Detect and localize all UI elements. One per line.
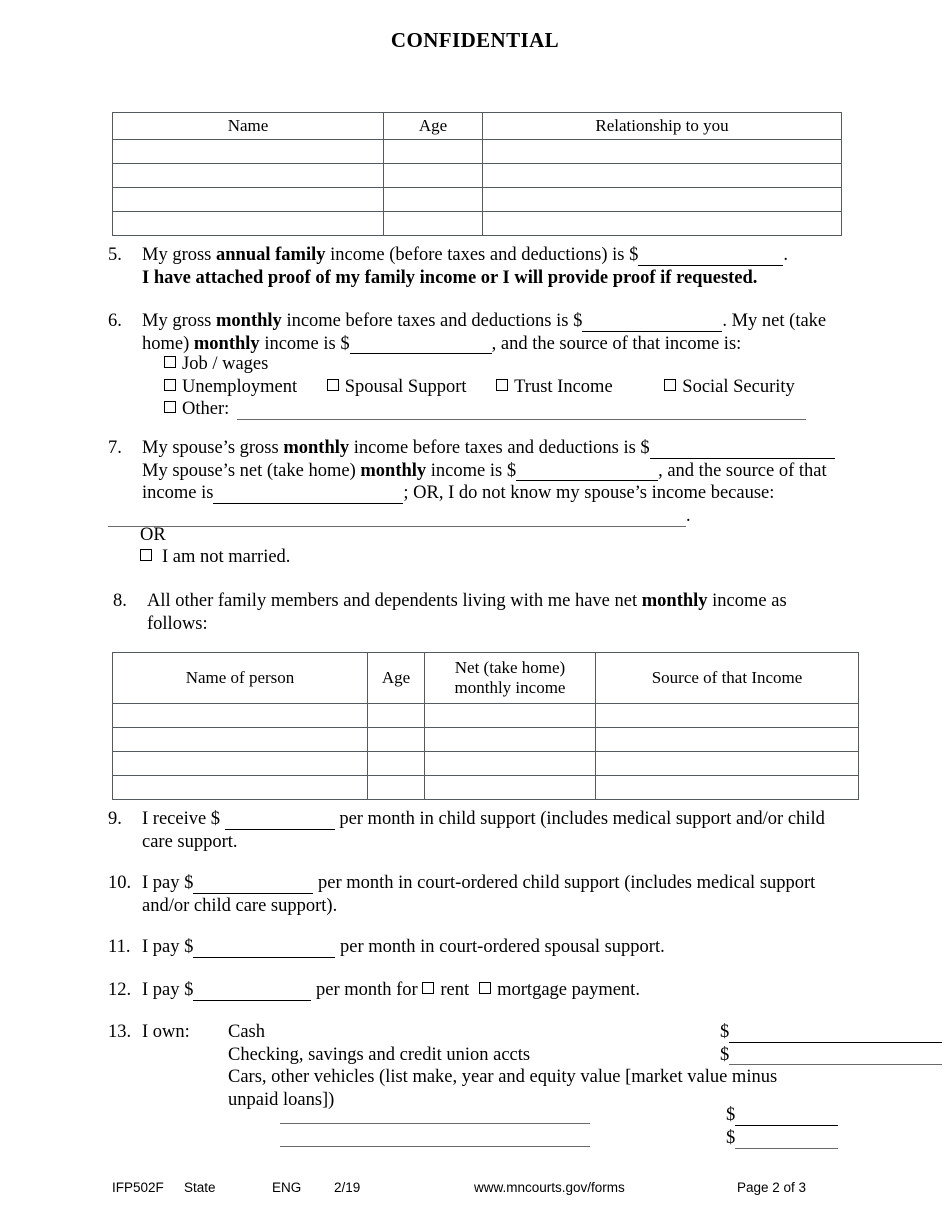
checkbox-unemployment[interactable] bbox=[164, 376, 297, 399]
item11-spousal-support-paid-field[interactable] bbox=[193, 942, 335, 958]
dollar-sign: $ bbox=[726, 1128, 736, 1148]
column-header-age: Age bbox=[384, 113, 483, 140]
checkbox-label: Job / wages bbox=[182, 354, 269, 374]
item-body bbox=[142, 808, 853, 853]
item-number: 12. bbox=[108, 980, 132, 1000]
table-row[interactable] bbox=[113, 164, 842, 188]
asset-row-accounts bbox=[228, 1044, 848, 1067]
cell-net-income[interactable] bbox=[425, 704, 596, 728]
item-number: 9. bbox=[108, 809, 122, 829]
household-members-table bbox=[112, 112, 842, 236]
checkbox-label-rent: rent bbox=[440, 980, 470, 1000]
checkbox-icon[interactable] bbox=[140, 549, 152, 561]
item6-bold-monthly-2: monthly bbox=[193, 333, 260, 354]
form-item-9 bbox=[108, 808, 853, 853]
column-header-source-of-income: Source of that Income bbox=[596, 653, 859, 704]
cell-age[interactable] bbox=[384, 212, 483, 236]
item7-or-label bbox=[140, 524, 880, 547]
table-row[interactable] bbox=[113, 188, 842, 212]
checkbox-label: Unemployment bbox=[182, 376, 298, 397]
asset-label-cash: Cash bbox=[228, 1022, 265, 1042]
checkbox-icon[interactable] bbox=[164, 356, 176, 368]
column-header-age: Age bbox=[368, 653, 425, 704]
item13-vehicle-value-field-2[interactable] bbox=[735, 1133, 838, 1149]
checkbox-label: Trust Income bbox=[514, 376, 613, 397]
cell-name[interactable] bbox=[113, 728, 368, 752]
cell-name[interactable] bbox=[113, 776, 368, 800]
asset-row-vehicles-line1 bbox=[228, 1066, 848, 1089]
item5-text-c: . bbox=[783, 245, 788, 265]
header-net-line-2: monthly income bbox=[454, 678, 566, 697]
cell-age[interactable] bbox=[368, 776, 425, 800]
item9-text-b: per month in child support (includes medical support and/or child bbox=[334, 809, 825, 829]
asset-label-vehicles-2: unpaid loans]) bbox=[228, 1089, 335, 1110]
column-header-relationship: Relationship to you bbox=[483, 113, 842, 140]
cell-age[interactable] bbox=[384, 164, 483, 188]
item13-asset-list bbox=[228, 1021, 848, 1111]
item6-text-c: . My net (take home) bbox=[142, 311, 827, 354]
item13-text-a: I own: bbox=[142, 1022, 190, 1042]
column-header-name-of-person: Name of person bbox=[113, 653, 368, 704]
item7-text-c: My spouse’s net (take home) bbox=[142, 460, 361, 481]
item7-text-d: income is $ bbox=[426, 460, 517, 481]
item12-housing-payment-field[interactable] bbox=[193, 985, 311, 1001]
cell-age[interactable] bbox=[368, 728, 425, 752]
item13-vehicle-value-2 bbox=[726, 1127, 838, 1150]
checkbox-spousal-support[interactable] bbox=[327, 376, 467, 399]
checkbox-not-married[interactable] bbox=[140, 546, 880, 569]
dollar-sign: $ bbox=[720, 1022, 730, 1042]
item-number: 10. bbox=[108, 873, 132, 893]
checkbox-social-security[interactable] bbox=[664, 376, 795, 399]
table-row[interactable] bbox=[113, 728, 859, 752]
item6-net-monthly-field[interactable] bbox=[350, 338, 492, 354]
form-item-7 bbox=[108, 437, 848, 505]
item13-accounts-field[interactable] bbox=[729, 1049, 942, 1065]
checkbox-row-2 bbox=[164, 376, 848, 399]
asset-value-accounts bbox=[720, 1044, 942, 1067]
item-body bbox=[142, 936, 853, 959]
cell-source[interactable] bbox=[596, 704, 859, 728]
footer-url[interactable]: www.mncourts.gov/forms bbox=[474, 1180, 625, 1195]
item8-text-c: follows: bbox=[147, 613, 208, 634]
checkbox-other[interactable] bbox=[164, 398, 229, 421]
item13-vehicle-desc-2[interactable] bbox=[280, 1129, 590, 1147]
checkbox-icon[interactable] bbox=[327, 379, 339, 391]
checkbox-icon[interactable] bbox=[664, 379, 676, 391]
header-net-line-1: Net (take home) bbox=[454, 657, 566, 677]
item11-text-b: per month in court-ordered spousal support. bbox=[335, 937, 665, 957]
item-body bbox=[142, 979, 853, 1002]
item6-gross-monthly-field[interactable] bbox=[582, 316, 722, 332]
table-header-row bbox=[113, 653, 859, 704]
item13-vehicle-desc-field-2[interactable] bbox=[280, 1129, 590, 1147]
checkbox-job-wages[interactable] bbox=[164, 353, 268, 376]
cell-name[interactable] bbox=[113, 140, 384, 164]
cell-age[interactable] bbox=[368, 752, 425, 776]
asset-row-cash bbox=[228, 1021, 848, 1044]
checkbox-icon[interactable] bbox=[164, 379, 176, 391]
item7-line1 bbox=[142, 438, 835, 458]
form-item-8 bbox=[113, 590, 853, 635]
table-header-row bbox=[113, 113, 842, 140]
item6-text-b: income before taxes and deductions is $ bbox=[281, 311, 583, 331]
cell-name[interactable] bbox=[113, 164, 384, 188]
asset-value-cash bbox=[720, 1021, 942, 1044]
checkbox-row-3 bbox=[164, 398, 848, 421]
footer-revision: 2/19 bbox=[334, 1180, 361, 1195]
cell-name[interactable] bbox=[113, 704, 368, 728]
cell-age[interactable] bbox=[384, 188, 483, 212]
cell-net-income[interactable] bbox=[425, 776, 596, 800]
item7-text-g: ; OR, I do not know my spouse’s income because: bbox=[403, 483, 775, 503]
item6-bold-monthly-1: monthly bbox=[216, 311, 282, 331]
item6-text-e: , and the source of that income is: bbox=[491, 333, 742, 354]
item10-child-support-paid-field[interactable] bbox=[193, 878, 313, 894]
footer-page-number: Page 2 of 3 bbox=[737, 1180, 807, 1195]
footer-form-code: IFP502F bbox=[112, 1180, 164, 1195]
cell-net-income[interactable] bbox=[425, 728, 596, 752]
item12-text-a: I pay $ bbox=[142, 980, 194, 1000]
dollar-sign: $ bbox=[726, 1105, 736, 1125]
checkbox-icon[interactable] bbox=[496, 379, 508, 391]
checkbox-row-1 bbox=[164, 353, 848, 376]
item-body bbox=[147, 590, 853, 635]
form-item-10 bbox=[108, 872, 853, 917]
dollar-sign: $ bbox=[720, 1044, 730, 1065]
cell-source[interactable] bbox=[596, 728, 859, 752]
item8-text-a: All other family members and dependents living with me have net bbox=[147, 591, 642, 611]
cell-net-income[interactable] bbox=[425, 752, 596, 776]
or-text: OR bbox=[140, 525, 166, 545]
item12-text-b: per month for bbox=[311, 980, 423, 1000]
cell-source[interactable] bbox=[596, 776, 859, 800]
item13-vehicle-value-field-1[interactable] bbox=[735, 1110, 838, 1126]
cell-source[interactable] bbox=[596, 752, 859, 776]
item-number: 8. bbox=[113, 591, 127, 611]
form-item-6 bbox=[108, 310, 848, 355]
table-row[interactable] bbox=[113, 752, 859, 776]
item7-text-b: income before taxes and deductions is $ bbox=[349, 438, 650, 458]
item8-text-b: income as bbox=[707, 591, 787, 611]
item6-text-d: income is $ bbox=[259, 333, 350, 354]
cell-age[interactable] bbox=[368, 704, 425, 728]
cell-age[interactable] bbox=[384, 140, 483, 164]
column-header-net-monthly-income bbox=[425, 653, 596, 704]
form-item-11 bbox=[108, 936, 853, 959]
item13-vehicle-desc-field-1[interactable] bbox=[280, 1106, 590, 1124]
dependents-income-table bbox=[112, 652, 859, 800]
item-body bbox=[142, 437, 848, 505]
cell-name[interactable] bbox=[113, 752, 368, 776]
cell-name[interactable] bbox=[113, 212, 384, 236]
item7-text-a: My spouse’s gross bbox=[142, 438, 284, 458]
table-row[interactable] bbox=[113, 704, 859, 728]
item6-income-source-group bbox=[108, 353, 848, 421]
item-number: 6. bbox=[108, 311, 122, 331]
item13-cash-field[interactable] bbox=[729, 1027, 942, 1043]
form-item-5 bbox=[108, 244, 848, 289]
item5-attached-proof-statement: I have attached proof of my family income or I will provide proof if requested. bbox=[142, 267, 758, 288]
checkbox-icon-mortgage[interactable] bbox=[479, 982, 491, 994]
item-number: 11. bbox=[108, 937, 131, 957]
item9-child-support-received-field[interactable] bbox=[225, 814, 335, 830]
item7-text-e: , and the source of that bbox=[658, 460, 827, 481]
table-row[interactable] bbox=[113, 212, 842, 236]
item7-spouse-gross-field[interactable] bbox=[650, 443, 835, 459]
item9-text-a: I receive $ bbox=[142, 809, 225, 829]
item10-text-b: per month in court-ordered child support (includes medical support bbox=[313, 873, 816, 893]
checkbox-trust-income[interactable] bbox=[496, 376, 613, 399]
checkbox-label: Social Security bbox=[682, 376, 795, 397]
item6-text-a: My gross bbox=[142, 311, 217, 331]
asset-label-vehicles-1: Cars, other vehicles (list make, year and equity value [market value minus bbox=[228, 1067, 778, 1087]
column-header-name: Name bbox=[113, 113, 384, 140]
cell-relationship[interactable] bbox=[483, 140, 842, 164]
checkbox-label-mortgage: mortgage payment. bbox=[497, 980, 640, 1000]
form-item-12 bbox=[108, 979, 853, 1002]
item8-bold-monthly: monthly bbox=[641, 591, 708, 611]
item6-line2 bbox=[194, 334, 741, 354]
item7-spouse-net-field[interactable] bbox=[516, 465, 658, 481]
item7-line3 bbox=[142, 483, 774, 503]
item-body bbox=[142, 310, 848, 355]
checkbox-label: I am not married. bbox=[162, 547, 291, 567]
asset-label-accounts: Checking, savings and credit union accts bbox=[228, 1044, 531, 1065]
item10-text-a: I pay $ bbox=[142, 873, 194, 893]
checkbox-icon[interactable] bbox=[164, 401, 176, 413]
item11-text-a: I pay $ bbox=[142, 937, 194, 957]
item9-text-c: care support. bbox=[142, 831, 238, 852]
page-title: CONFIDENTIAL bbox=[390, 28, 560, 52]
item6-other-source-field[interactable] bbox=[237, 404, 806, 420]
checkbox-label: Spousal Support bbox=[344, 376, 467, 397]
item5-text-b: income (before taxes and deductions) is $ bbox=[325, 245, 639, 265]
table-row[interactable] bbox=[113, 776, 859, 800]
item-number: 13. bbox=[108, 1022, 132, 1042]
item-body bbox=[142, 872, 853, 917]
cell-relationship[interactable] bbox=[483, 164, 842, 188]
item5-annual-income-field[interactable] bbox=[638, 250, 783, 266]
item5-bold-annual-family: annual family bbox=[216, 245, 326, 265]
item-body bbox=[142, 244, 848, 289]
footer-scope: State bbox=[184, 1180, 216, 1195]
item10-text-c: and/or child care support). bbox=[142, 895, 338, 916]
item7-bold-monthly-1: monthly bbox=[283, 438, 350, 458]
cell-relationship[interactable] bbox=[483, 188, 842, 212]
item-number: 5. bbox=[108, 245, 122, 265]
cell-name[interactable] bbox=[113, 188, 384, 212]
item13-vehicle-desc-1[interactable] bbox=[280, 1106, 590, 1124]
item-number: 7. bbox=[108, 438, 122, 458]
cell-relationship[interactable] bbox=[483, 212, 842, 236]
item7-bold-monthly-2: monthly bbox=[360, 460, 427, 481]
item7-text-f: income is bbox=[142, 483, 214, 503]
item7-text-h: . bbox=[686, 506, 691, 526]
item13-vehicle-value-1 bbox=[726, 1104, 838, 1127]
item5-text-a: My gross bbox=[142, 245, 217, 265]
item7-line2 bbox=[142, 461, 827, 481]
checkbox-label: Other: bbox=[182, 399, 230, 419]
table-row[interactable] bbox=[113, 140, 842, 164]
checkbox-icon-rent[interactable] bbox=[422, 982, 434, 994]
item7-spouse-source-field[interactable] bbox=[213, 488, 403, 504]
footer-language: ENG bbox=[272, 1180, 302, 1195]
